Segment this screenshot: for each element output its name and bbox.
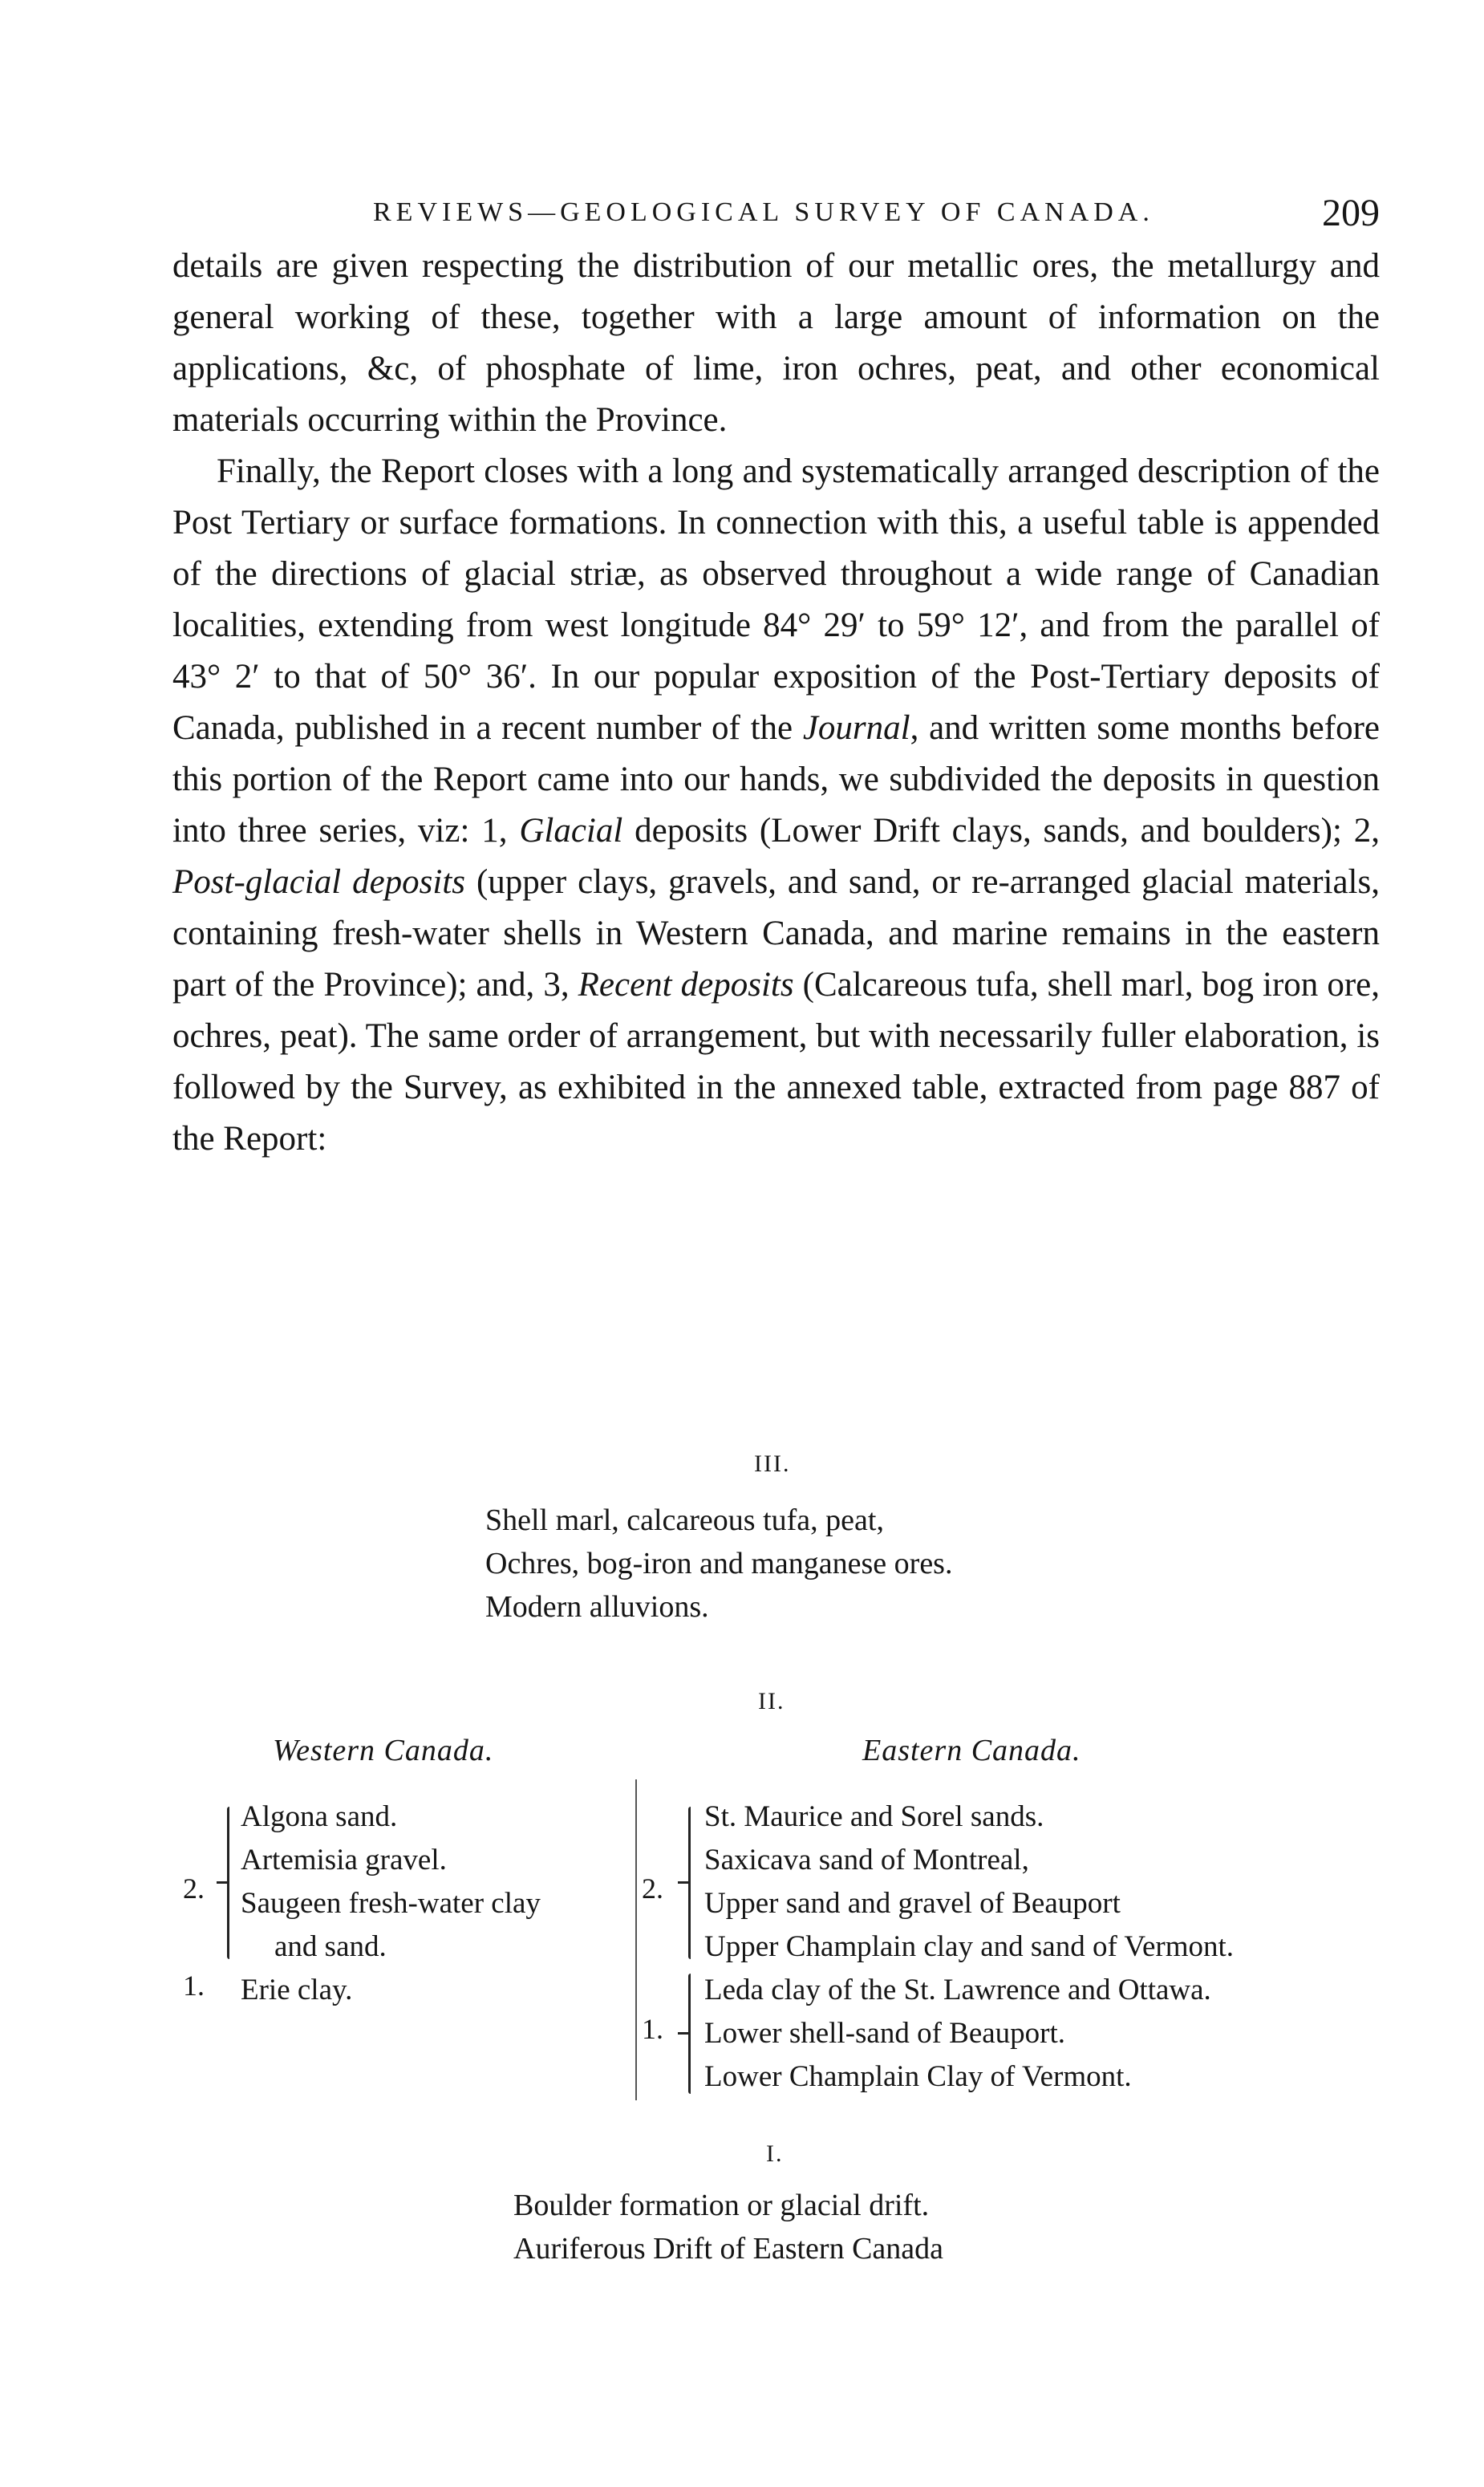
page-header: [172, 191, 1380, 239]
eastern-item: Upper Champlain clay and sand of Vermont.: [704, 1930, 1235, 1963]
western-canada-heading: Western Canada.: [273, 1734, 494, 1767]
eastern-brace-two-tip: [678, 1881, 689, 1884]
section-line: Shell marl, calcareous tufa, peat,: [485, 1503, 884, 1537]
eastern-brace-one-tip: [678, 2032, 689, 2035]
paragraph-post-tertiary: [172, 446, 1380, 1165]
body-text: [172, 241, 1380, 1165]
text-run: , and written some months before this portion of the Report came into our hands, we subdivided the deposits in question into three series, viz: 1,: [172, 709, 1380, 850]
section-line: Ochres, bog-iron and manganese ores.: [485, 1547, 953, 1580]
section-two-mark: II.: [758, 1688, 785, 1714]
text-run: (Calcareous tufa, shell marl, bog iron ore, ochres, peat). The same order of arrangement, but with necessarily fuller elaboration, is followed by the Survey, as exhibited in the annexed table, extracted from page 887 of the Report:: [172, 966, 1381, 1158]
western-item: Algona sand.: [241, 1800, 398, 1833]
glacial-italic: Glacial: [519, 812, 623, 850]
section-line: Boulder formation or glacial drift.: [513, 2189, 930, 2222]
eastern-group-two: [704, 1795, 1234, 1969]
western-item: and sand.: [274, 1930, 387, 1963]
eastern-item: Lower shell-sand of Beauport.: [704, 2017, 1066, 2050]
western-item: Artemisia gravel.: [241, 1844, 447, 1876]
section-three-mark: III.: [754, 1450, 791, 1477]
eastern-group-one: [704, 1969, 1211, 2099]
eastern-item: Leda clay of the St. Lawrence and Ottawa.: [704, 1974, 1211, 2006]
journal-italic: Journal: [802, 709, 910, 747]
eastern-canada-heading: Eastern Canada.: [862, 1734, 1081, 1767]
page-number: 209: [1322, 192, 1380, 234]
post-glacial-italic: Post-glacial deposits: [172, 863, 466, 901]
western-group-one-number: 1.: [183, 1970, 205, 2002]
section-line: Auriferous Drift of Eastern Canada: [513, 2232, 944, 2266]
text-run: (upper clays, gravels, and sand, or re-arranged glacial materials, containing fresh-water shells in Western Canada, and marine remains in the eastern part of the Province); and, 3,: [172, 863, 1380, 1004]
eastern-item: Saxicava sand of Montreal,: [704, 1844, 1029, 1876]
eastern-item: Lower Champlain Clay of Vermont.: [704, 2060, 1132, 2093]
recent-deposits-italic: Recent deposits: [578, 966, 794, 1004]
paragraph-continuation: details are given respecting the distribution of our metallic ores, the metallurgy and general working of these, together with a large amount of information on the applications, &c, of phosphate of lime, iron ochres, peat, and other economical materials occurring within the Province.: [172, 247, 1380, 439]
column-divider: [635, 1779, 637, 2100]
eastern-group-two-number: 2.: [642, 1872, 663, 1905]
text-run: deposits (Lower Drift clays, sands, and boulders); 2,: [622, 812, 1381, 850]
western-item: Erie clay.: [241, 1974, 353, 2006]
text-run: Finally, the Report closes with a long and systematically arranged description of the Post Tertiary or surface formations. In connection with this, a useful table is appended of the directions of glacial striæ, as observed throughout a wide range of Canadian localities, extending from west longitude 84° 29′ to 59° 12′, and from the parallel of 43° 2′ to that of 50° 36′. In our popular exposition of the Post-Tertiary deposits of Canada, published in a recent number of the: [172, 452, 1380, 747]
western-group-one: [241, 1969, 352, 2012]
section-line: Modern alluvions.: [485, 1590, 709, 1624]
running-title: REVIEWS—GEOLOGICAL SURVEY OF CANADA.: [373, 197, 1154, 227]
eastern-group-one-number: 1.: [642, 2013, 663, 2045]
section-one-lines: [513, 2184, 943, 2270]
eastern-item: St. Maurice and Sorel sands.: [704, 1800, 1044, 1833]
western-group-two: [241, 1795, 541, 1969]
western-group-two-number: 2.: [183, 1872, 205, 1905]
section-three-lines: [485, 1499, 952, 1629]
western-brace-tip: [217, 1881, 228, 1884]
western-item: Saugeen fresh-water clay: [241, 1887, 541, 1920]
eastern-item: Upper sand and gravel of Beauport: [704, 1887, 1121, 1920]
section-one-mark: I.: [766, 2140, 784, 2167]
